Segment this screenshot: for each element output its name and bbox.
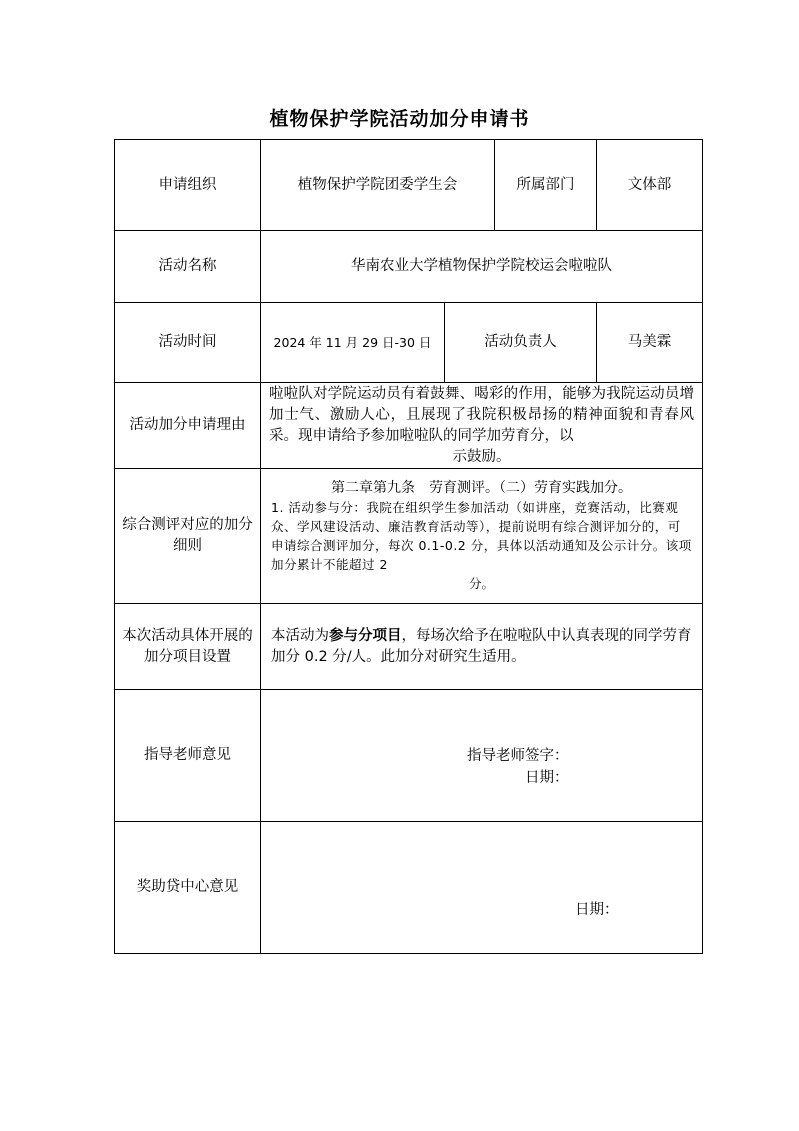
setting-bold: 参与分项目	[329, 627, 402, 644]
application-form	[114, 139, 703, 954]
leader-label: 活动负责人	[445, 303, 597, 383]
rule-body: 1. 活动参与分：我院在组织学生参加活动（如讲座，竞赛活动，比赛观众、学风建设活动、廉洁教育活动等），提前说明有综合测评加分的，可申请综合测评加分，每次 0.1-0.2 分，具体以活动通知及公示计分。该项加分累计不能超过 2	[271, 500, 692, 572]
setting-cell	[261, 604, 703, 690]
row-setting	[115, 604, 703, 690]
name-value: 华南农业大学植物保护学院校运会啦啦队	[261, 231, 703, 303]
rule-tail: 分。	[468, 576, 494, 591]
time-value: 2024 年 11 月 29 日-30 日	[261, 303, 445, 383]
row-activity-name	[115, 231, 703, 303]
setting-pre: 本活动为	[271, 627, 329, 644]
page-title: 植物保护学院活动加分申请书	[269, 108, 530, 130]
reason-last: 示鼓励。	[452, 448, 511, 465]
reason-cell	[261, 383, 703, 469]
reason-label: 活动加分申请理由	[115, 383, 261, 469]
org-label: 申请组织	[115, 140, 261, 231]
name-label: 活动名称	[115, 231, 261, 303]
leader-value: 马美霖	[597, 303, 703, 383]
center-date: 日期：	[575, 902, 619, 918]
teacher-label: 指导老师意见	[115, 690, 261, 822]
row-rules	[115, 469, 703, 604]
row-reason	[115, 383, 703, 469]
teacher-opinion-cell	[261, 690, 703, 822]
row-teacher-opinion	[115, 690, 703, 822]
row-organization	[115, 140, 703, 231]
teacher-date: 日期：	[525, 770, 569, 786]
teacher-sign: 指导老师签字：	[467, 748, 569, 764]
center-opinion-cell	[261, 822, 703, 954]
org-value: 植物保护学院团委学生会	[261, 140, 495, 231]
row-center-opinion	[115, 822, 703, 954]
rule-cell	[261, 469, 703, 604]
row-activity-time	[115, 303, 703, 383]
rule-label: 综合测评对应的加分细则	[115, 469, 261, 604]
center-label: 奖助贷中心意见	[115, 822, 261, 954]
dept-value: 文体部	[597, 140, 703, 231]
setting-label: 本次活动具体开展的加分项目设置	[115, 604, 261, 690]
time-label: 活动时间	[115, 303, 261, 383]
rule-head: 第二章第九条 劳育测评。（二）劳育实践加分。	[331, 480, 632, 496]
setting-post: ，每场次给予在啦啦队中认真表现的同学劳育加分 0.2 分/人。此加分对研究生适用。	[271, 627, 692, 665]
dept-label: 所属部门	[495, 140, 597, 231]
reason-text: 啦啦队对学院运动员有着鼓舞、喝彩的作用，能够为我院运动员增加士气、激励人心，且展现了我院积极昂扬的精神面貌和青春风采。现申请给予参加啦啦队的同学加劳育分，以	[269, 385, 694, 444]
